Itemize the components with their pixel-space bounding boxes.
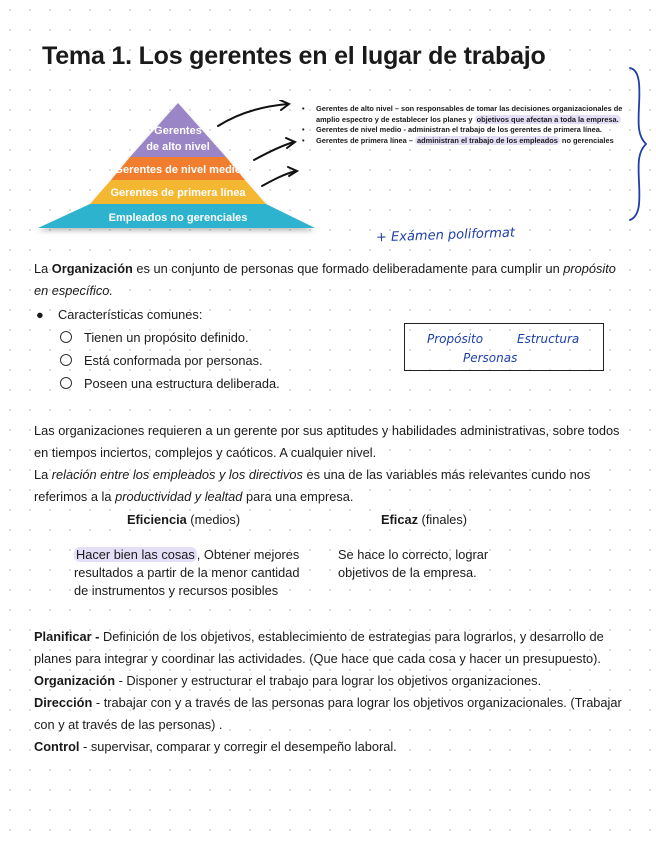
- effective-text: Se hace lo correcto, lograr objetivos de la empresa.: [338, 547, 489, 580]
- circle-bullet-icon: [60, 377, 72, 389]
- page-title: Tema 1. Los gerentes en el lugar de trabajo: [42, 42, 546, 70]
- efficiency-heading: Eficiencia (medios): [127, 512, 241, 527]
- list-item: • Gerentes de primera línea – administran el trabajo de los empleados no gerenciales: [300, 136, 645, 147]
- function-organizacion: Organización - Disponer y estructurar el trabajo para lograr los objetivos organizaciones.: [34, 673, 542, 688]
- pyramid-label-base: Empleados no gerenciales: [108, 212, 248, 224]
- efficiency-text: Hacer bien las cosas , Obtener mejores resultados a partir de la menor cantidad de instrumentos y recursos posibles: [74, 547, 300, 598]
- manager-roles-list: [300, 104, 645, 146]
- handwritten-box: [404, 323, 604, 371]
- handwritten-word: Personas: [463, 351, 518, 365]
- function-control: Control - supervisar, comparar y corregir el desempeño laboral.: [34, 739, 397, 754]
- function-planificar: Planificar - Definición de los objetivos, establecimiento de estrategias para lograrlos, y desarrollo de planes para integrar y coordinar las actividades. (Que hace que cada cosa y hacer un presupuesto).: [34, 629, 604, 666]
- handwritten-exam-note: + Exámen poliformat: [375, 225, 516, 246]
- list-item: Tienen un propósito definido.: [60, 327, 249, 349]
- handwritten-word: Estructura: [517, 332, 580, 346]
- role-term: Gerentes de primera línea: [316, 135, 407, 145]
- list-item: Poseen una estructura deliberada.: [60, 373, 280, 395]
- pyramid-label-first-line: Gerentes de primera línea: [110, 187, 246, 199]
- function-direccion: Dirección - trabajar con y a través de las personas para lograr los objetivos organizacionales. (Trabajar con y at través de las personas) .: [34, 695, 622, 732]
- effective-heading: Eficaz (finales): [381, 512, 468, 527]
- role-term: Gerentes de nivel medio: [316, 125, 402, 135]
- circle-bullet-icon: [60, 354, 72, 366]
- managers-paragraph: Las organizaciones requieren a un gerente por sus aptitudes y habilidades administrativas, sobre todos en tiempos inciertos, complejos y caóticos. A cualquier nivel. La relación entre los empleados y los directivos es una de las variables más relevantes cundo nos referimos a la productividad y lealtad para una empresa.: [34, 423, 620, 504]
- organization-definition: La Organización es un conjunto de personas que formado deliberadamente para cumplir un propósito en específico.: [34, 261, 616, 298]
- arrow-icon: [262, 171, 296, 186]
- list-item: Está conformada por personas.: [60, 350, 263, 372]
- bullet-icon: ●: [36, 307, 44, 322]
- role-term: Gerentes de alto nivel: [316, 104, 393, 113]
- arrow-icon: [254, 142, 294, 160]
- management-functions: [34, 626, 626, 758]
- pyramid-label-top-2: de alto nivel: [146, 141, 210, 153]
- curly-brace-icon: [628, 66, 650, 222]
- pyramid-label-top-1: Gerentes: [154, 125, 202, 137]
- annotation-arrows: [210, 100, 305, 190]
- pyramid-label-middle: Gerentes de nivel medio: [114, 164, 242, 176]
- arrow-icon: [218, 104, 288, 126]
- handwritten-word: Propósito: [427, 332, 484, 346]
- list-item: • Gerentes de alto nivel – son responsables de tomar las decisiones organizacionales de amplio espectro y de establecer los planes y objetivos que afectan a toda la empresa.: [300, 104, 645, 125]
- list-item: • Gerentes de nivel medio - administran el trabajo de los gerentes de primera línea.: [300, 125, 645, 136]
- circle-bullet-icon: [60, 331, 72, 343]
